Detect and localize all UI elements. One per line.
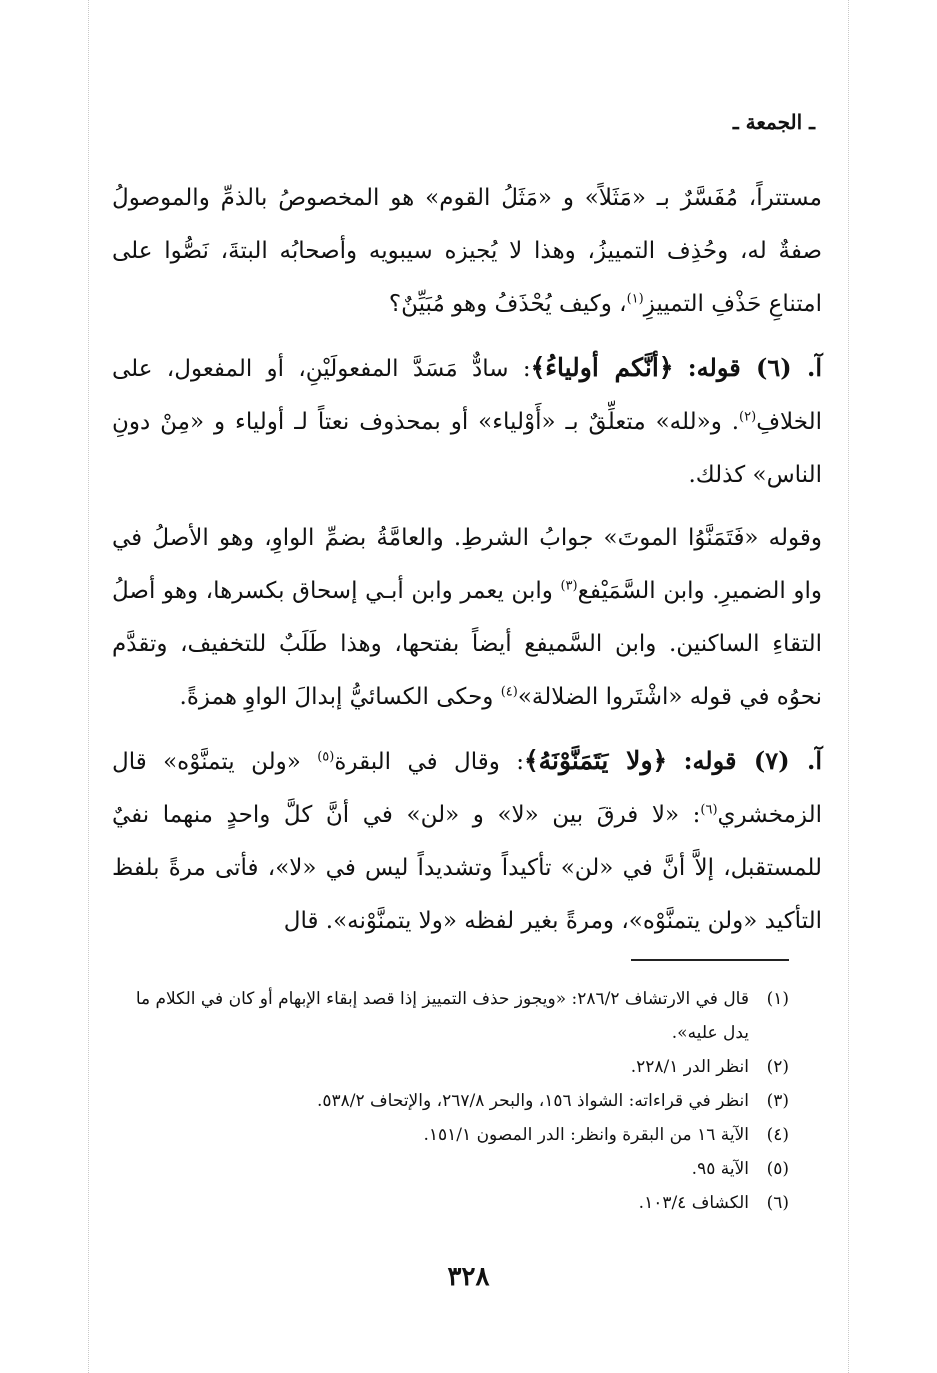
footnote [119,982,789,1050]
footnote-ref-3: (٣) [560,578,578,594]
paragraph-3 [112,512,822,724]
footnote-number: (١) [766,989,789,1009]
section-6-text-b: . و«لله» متعلِّقٌ بـ «أَوْلياء» أو بمحذوف نعتاً لـ أولياء و «مِنْ دونِ الناس» كذلك. [112,409,822,488]
section-7-text-c: : «لا فرقَ بين «لا» و «لن» في أنَّ كلَّ واحدٍ منهما نفيٌ للمستقبل، إلاَّ أنَّ في «لن» تأكيداً وتشديداً ليس في «لا»، فأتى مرةً بلفظ التأكيد «ولن يتمنَّوْه»، ومرةً بغير لفظه «ولا يتمنَّوْنه». قال [112,802,822,934]
footnote-separator [631,959,789,961]
main-text [112,172,822,958]
footnote-text: الآية ١٦ من البقرة وانظر: الدر المصون ١٥١/١. [423,1125,749,1145]
paragraph-1-end: ، وكيف يُحْذَفُ وهو مُبَيِّنٌ؟ [388,291,627,317]
section-7-quran: ﴿ولا يَتَمَنَّوْنَهُ﴾ [523,746,668,775]
footnote-text: الآية ٩٥. [691,1159,749,1179]
margin-guide-right [848,0,849,1373]
paragraph-1-text: مستتراً، مُفَسَّرٌ بـ «مَثَلاً» و «مَثَلُ القوم» هو المخصوصُ بالذمِّ والموصولُ صفةٌ له، وحُذِف التمييزُ، وهذا لا يُجيزه سيبويه وأصحابُه البتةَ، نَصُّوا على امتناعِ حَذْفِ التمييزِ [112,185,822,317]
footnote-ref-6: (٦) [700,802,718,818]
footnote [119,1118,789,1152]
footnote-text: الكشاف ١٠٣/٤. [638,1193,749,1213]
footnote-text: انظر في قراءاته: الشواذ ١٥٦، والبحر ٢٦٧/٨، والإتحاف ٥٣٨/٢. [316,1091,749,1111]
footnote-ref-1: (١) [626,291,644,307]
paragraph-3-text-b: وابن يعمر وابن أبـي إسحاق بكسرها، وهو أصلُ التقاءِ الساكنين. وابن السَّميفع أيضاً بفتحها، وهذا طَلَبٌ للتخفيف، وتقدَّم نحوُه في قوله «اشْتَروا الضلالة» [112,578,822,710]
footnote-number: (٦) [766,1193,789,1213]
footnote-number: (٥) [766,1159,789,1179]
page-number: ٣٢٨ [447,1262,490,1292]
section-6-text-a: : سادٌّ مَسَدَّ المفعولَيْنِ، أو المفعول، على الخلافِ [112,356,822,435]
section-7-text-a: : وقال في البقرة [334,749,524,775]
footnote-number: (٢) [766,1057,789,1077]
footnote-number: (٣) [766,1091,789,1111]
section-6-quran: ﴿أنَّكم أولياءُ﴾ [530,353,674,382]
section-6-label: آ. (٦) قوله: [687,353,822,382]
paragraph-3-text-a: وقوله «فَتَمَنَّوُا الموتَ» جوابُ الشرطِ. والعامَّةُ بضمِّ الواوِ، وهو الأصلُ في واو الضميرِ. وابن السَّمَيْفع [112,525,822,604]
footnote-text: قال في الارتشاف ٢٨٦/٢: «ويجوز حذف التمييز إذا قصد إبقاء الإبهام أو كان في الكلام ما يدل عليه». [135,989,749,1043]
footnote-ref-4: (٤) [500,684,518,700]
footnote [119,1152,789,1186]
footnote-ref-2: (٢) [739,409,757,425]
section-7-label: آ. (٧) قوله: [683,746,823,775]
margin-guide-left [88,0,89,1373]
section-7 [112,734,822,948]
footnote-number: (٤) [766,1125,789,1145]
section-7-text-b: «ولن يتمنَّوْه» قال الزمخشري [112,749,822,828]
paragraph-1 [112,172,822,331]
footnote [119,1084,789,1118]
paragraph-3-text-c: وحكى الكسائيُّ إبدالَ الواوِ همزةً. [179,684,501,710]
section-6 [112,341,822,502]
footnotes [119,982,789,1220]
footnote [119,1050,789,1084]
footnote-text: انظر الدر ٢٢٨/١. [630,1057,749,1077]
running-header: ـ الجمعة ـ [732,110,815,134]
footnote-ref-5: (٥) [317,749,335,765]
footnote [119,1186,789,1220]
